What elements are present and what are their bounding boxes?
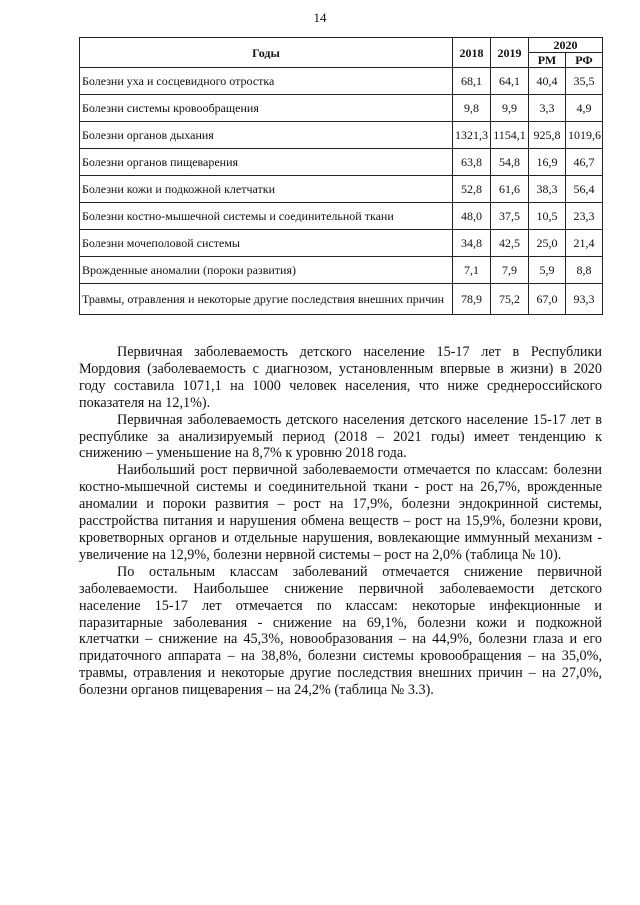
cell-2019: 37,5: [491, 203, 529, 230]
cell-2018: 1321,3: [453, 122, 491, 149]
cell-rm: 67,0: [529, 284, 566, 315]
table-row: [80, 122, 603, 149]
cell-2019: 61,6: [491, 176, 529, 203]
table-row: [80, 176, 603, 203]
cell-rm: 3,3: [529, 95, 566, 122]
row-label: Болезни мочеполовой системы: [80, 230, 453, 257]
row-label: Болезни костно-мышечной системы и соединительной ткани: [80, 203, 453, 230]
cell-rm: 25,0: [529, 230, 566, 257]
cell-2019: 7,9: [491, 257, 529, 284]
row-label: Болезни кожи и подкожной клетчатки: [80, 176, 453, 203]
cell-rm: 16,9: [529, 149, 566, 176]
row-label: Болезни органов пищеварения: [80, 149, 453, 176]
cell-rf: 8,8: [566, 257, 603, 284]
header-years: Годы: [80, 38, 453, 68]
table-row: [80, 95, 603, 122]
cell-2018: 52,8: [453, 176, 491, 203]
cell-rf: 1019,6: [566, 122, 603, 149]
cell-rm: 40,4: [529, 68, 566, 95]
paragraph: Наибольший рост первичной заболеваемости отмечается по классам: болезни костно-мышечной системы и соединительной ткани - рост на 26,7%, врожденные аномалии и пороки развития – рост на 17,9%, болезни эндокринной системы, расстройства питания и нарушения обмена веществ – рост на 15,9%, болезни крови, кроветворных органов и отдельные нарушения, вовлекающие иммунный механизм - увеличение на 12,9%, болезни нервной системы – рост на 2,0% (таблица № 10).: [79, 462, 602, 563]
header-rm: РМ: [529, 53, 566, 68]
row-label: Болезни уха и сосцевидного отростка: [80, 68, 453, 95]
header-2018: 2018: [453, 38, 491, 68]
cell-rm: 38,3: [529, 176, 566, 203]
table-row: [80, 68, 603, 95]
cell-2019: 1154,1: [491, 122, 529, 149]
header-2019: 2019: [491, 38, 529, 68]
cell-2018: 63,8: [453, 149, 491, 176]
cell-2018: 9,8: [453, 95, 491, 122]
cell-rf: 46,7: [566, 149, 603, 176]
cell-2018: 48,0: [453, 203, 491, 230]
cell-rf: 4,9: [566, 95, 603, 122]
page-number: 14: [313, 10, 327, 25]
row-label: Болезни системы кровообращения: [80, 95, 453, 122]
header-rf: РФ: [566, 53, 603, 68]
cell-2019: 54,8: [491, 149, 529, 176]
paragraph: Первичная заболеваемость детского населения детского население 15-17 лет в республике за анализируемый период (2018 – 2021 годы) имеет тенденцию к снижению – уменьшение на 8,7% к уровню 2018 года.: [79, 411, 602, 462]
cell-rf: 56,4: [566, 176, 603, 203]
body-text: [79, 344, 602, 699]
cell-rf: 93,3: [566, 284, 603, 315]
table-row: [80, 230, 603, 257]
table-row: [80, 149, 603, 176]
cell-2019: 9,9: [491, 95, 529, 122]
cell-2019: 75,2: [491, 284, 529, 315]
morbidity-table: [79, 37, 603, 315]
paragraph: Первичная заболеваемость детского население 15-17 лет в Республики Мордовия (заболеваемость с диагнозом, установленным впервые в жизни) в 2020 году составила 1071,1 на 1000 человек населения, что ниже среднероссийского показателя на 12,1%).: [79, 344, 602, 411]
row-label: Травмы, отравления и некоторые другие последствия внешних причин: [80, 284, 453, 315]
cell-rm: 10,5: [529, 203, 566, 230]
cell-rm: 5,9: [529, 257, 566, 284]
cell-rf: 35,5: [566, 68, 603, 95]
cell-2019: 64,1: [491, 68, 529, 95]
cell-2019: 42,5: [491, 230, 529, 257]
row-label: Врожденные аномалии (пороки развития): [80, 257, 453, 284]
cell-2018: 7,1: [453, 257, 491, 284]
row-label: Болезни органов дыхания: [80, 122, 453, 149]
cell-rf: 21,4: [566, 230, 603, 257]
table-row: [80, 257, 603, 284]
cell-2018: 34,8: [453, 230, 491, 257]
paragraph: По остальным классам заболеваний отмечается снижение первичной заболеваемости. Наибольшее снижение первичной заболеваемости детского население 15-17 лет отмечается по классам: некоторые инфекционные и паразитарные заболевания - снижение на 69,1%, болезни кожи и подкожной клетчатки – снижение на 45,3%, новообразования – на 44,9%, болезни глаза и его придаточного аппарата – на 38,8%, болезни системы кровообращения – на 35,0%, травмы, отравления и некоторые другие последствия внешних причин – на 27,0%, болезни органов пищеварения – на 24,2% (таблица № 3.3).: [79, 563, 602, 699]
cell-2018: 68,1: [453, 68, 491, 95]
header-2020: 2020: [529, 38, 603, 53]
table-row: [80, 203, 603, 230]
cell-rm: 925,8: [529, 122, 566, 149]
cell-2018: 78,9: [453, 284, 491, 315]
cell-rf: 23,3: [566, 203, 603, 230]
table-row: [80, 284, 603, 315]
